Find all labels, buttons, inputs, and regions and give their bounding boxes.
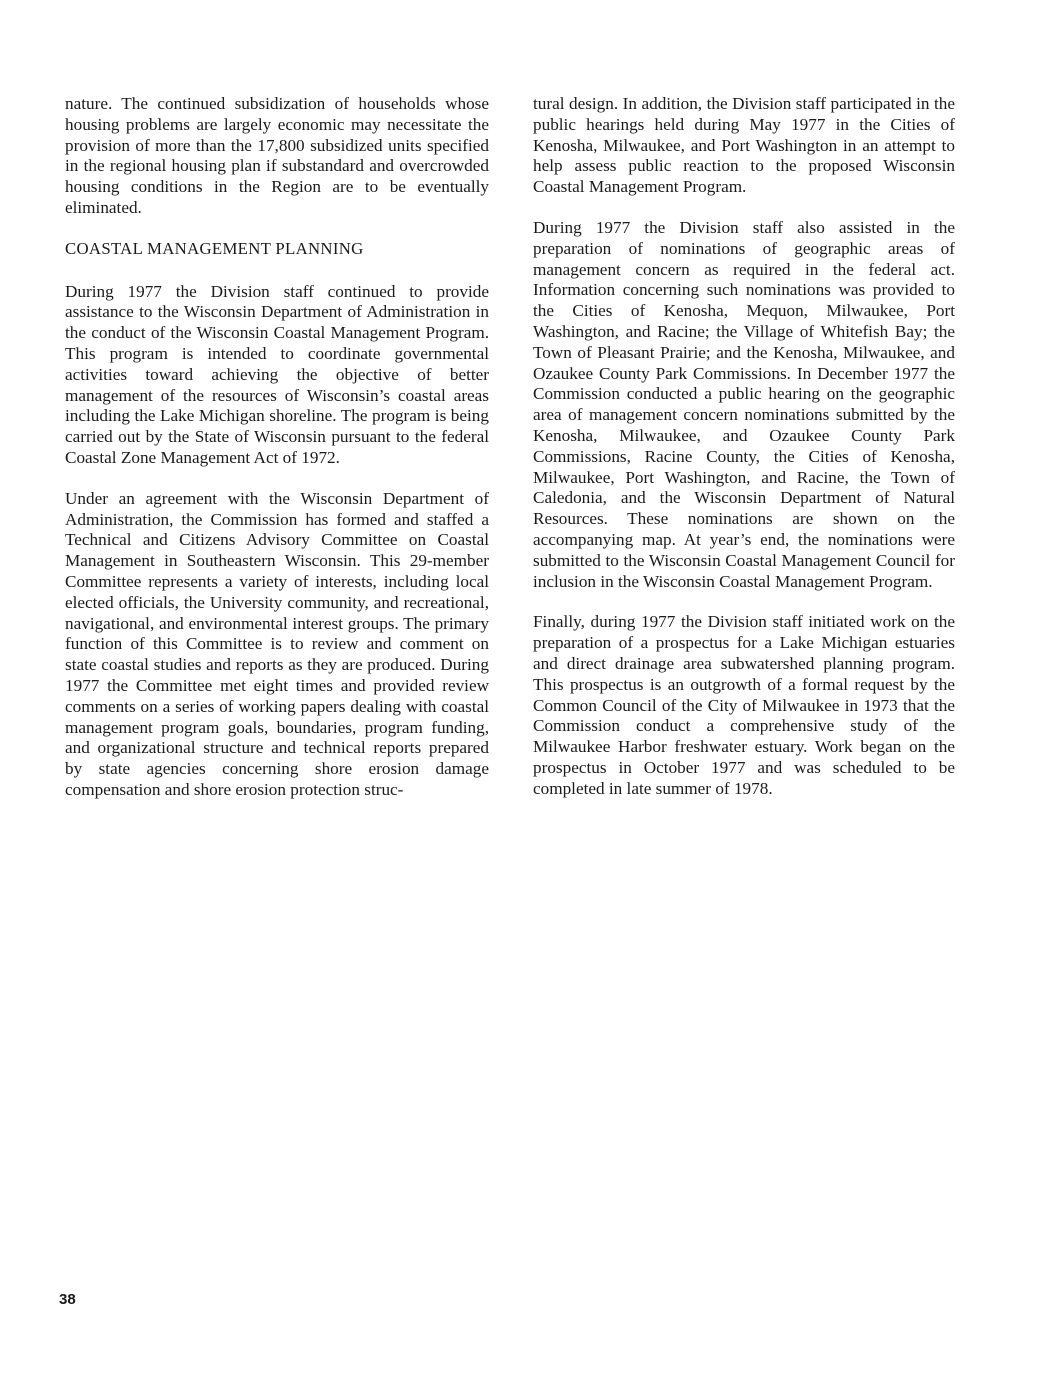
left-paragraph-1: During 1977 the Division staff continued to provide assistance to the Wisconsin Department of Administration in the conduct of the Wisconsin Coastal Management Program. This program is intended to coordinate governmental activities toward achieving the objective of better management of the resources of Wisconsin’s coastal areas including the Lake Michigan shoreline. The program is being carried out by the State of Wisconsin pursuant to the federal Coastal Zone Management Act of 1972. xyxy=(65,281,489,467)
page-number: 38 xyxy=(59,1291,76,1308)
left-continuation-paragraph: nature. The continued subsidization of households whose housing problems are largely economic may necessitate the provision of more than the 17,800 subsidized units specified in the regional housing plan if substandard and overcrowded housing conditions in the Region are to be eventually eliminated. xyxy=(65,94,489,217)
right-column xyxy=(533,94,955,820)
right-continuation-paragraph: tural design. In addition, the Division staff participated in the public hearings held during May 1977 in the Cities of Kenosha, Milwaukee, and Port Washington in an attempt to help assess public reaction to the proposed Wisconsin Coastal Management Program. xyxy=(533,94,955,197)
left-paragraph-2: Under an agreement with the Wisconsin Department of Administration, the Commission has formed and staffed a Technical and Citizens Advisory Committee on Coastal Management in Southeastern Wisconsin. This 29-member Committee represents a variety of interests, including local elected officials, the University community, and recreational, navigational, and environmental interest groups. The primary function of this Committee is to review and comment on state coastal studies and reports as they are produced. During 1977 the Committee met eight times and provided review comments on a series of working papers dealing with coastal management program goals, boundaries, program funding, and organizational structure and technical reports prepared by state agencies concerning shore erosion damage compensation and shore erosion protection struc- xyxy=(65,488,489,799)
section-heading: COASTAL MANAGEMENT PLANNING xyxy=(65,238,364,258)
left-column xyxy=(65,94,489,821)
right-paragraph-1: During 1977 the Division staff also assisted in the preparation of nominations of geographic areas of management concern as required in the federal act. Information concerning such nominations was provided to the Cities of Kenosha, Mequon, Milwaukee, Port Washington, and Racine; the Village of Whitefish Bay; the Town of Pleasant Prairie; and the Kenosha, Milwaukee, and Ozaukee County Park Commissions. In December 1977 the Commission conducted a public hearing on the geographic area of management concern nominations submitted by the Kenosha, Milwaukee, and Ozaukee County Park Commissions, Racine County, the Cities of Kenosha, Milwaukee, Port Washington, and Racine, the Town of Caledonia, and the Wisconsin Department of Natural Resources. These nominations are shown on the accompanying map. At year’s end, the nominations were submitted to the Wisconsin Coastal Management Council for inclusion in the Wisconsin Coastal Management Program. xyxy=(533,217,955,591)
right-paragraph-2: Finally, during 1977 the Division staff initiated work on the preparation of a prospectus for a Lake Michigan estuaries and direct drainage area subwatershed planning program. This prospectus is an outgrowth of a formal request by the Common Council of the City of Milwaukee in 1973 that the Commission conduct a comprehensive study of the Milwaukee Harbor freshwater estuary. Work began on the prospectus in October 1977 and was scheduled to be completed in late summer of 1978. xyxy=(533,612,955,798)
